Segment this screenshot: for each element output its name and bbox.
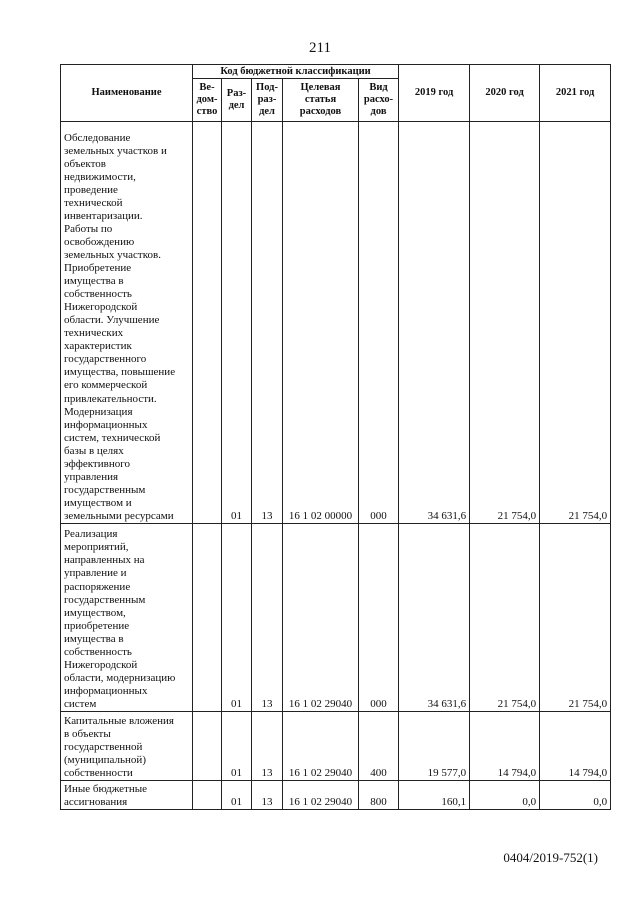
cell-2020: 21 754,0 [470, 524, 540, 712]
cell-razdel: 01 [222, 524, 252, 712]
document-code: 0404/2019-752(1) [503, 850, 598, 865]
cell-razdel: 01 [222, 712, 252, 781]
cell-podrazdel: 13 [252, 524, 283, 712]
cell-vedomstvo [193, 712, 222, 781]
cell-podrazdel: 13 [252, 781, 283, 810]
row-name: Реализация мероприятий, направленных на управление и распоряжение государственным имуществом, приобретение имущества в собственность Нижегородской области, модернизацию информационных систем [61, 524, 193, 712]
header-target-article: Целевая статья расходов [283, 79, 359, 122]
budget-table [60, 64, 611, 810]
header-2021: 2021 год [540, 65, 611, 122]
cell-2019: 34 631,6 [399, 524, 470, 712]
table-row [61, 781, 611, 810]
cell-target-article: 16 1 02 00000 [283, 122, 359, 524]
cell-razdel: 01 [222, 781, 252, 810]
cell-razdel: 01 [222, 122, 252, 524]
cell-podrazdel: 13 [252, 712, 283, 781]
row-name: Иные бюджетные ассигнования [61, 781, 193, 810]
table-row [61, 524, 611, 712]
header-vedomstvo: Ве- дом- ство [193, 79, 222, 122]
cell-2021: 21 754,0 [540, 524, 611, 712]
cell-expense-type: 400 [359, 712, 399, 781]
cell-vedomstvo [193, 122, 222, 524]
cell-2020: 14 794,0 [470, 712, 540, 781]
cell-expense-type: 000 [359, 524, 399, 712]
cell-target-article: 16 1 02 29040 [283, 524, 359, 712]
row-name: Обследование земельных участков и объектов недвижимости, проведение технической инвентаризации. Работы по освобождению земельных участков. Приобретение имущества в собственность Нижегородской области. Улучшение технических характеристик государственного имущества, повышение его коммерческой привлекательности. Модернизация информационных систем, технической базы в целях эффективного управления государственным имуществом и земельными ресурсами [61, 122, 193, 524]
cell-vedomstvo [193, 524, 222, 712]
cell-target-article: 16 1 02 29040 [283, 781, 359, 810]
header-razdel: Раз- дел [222, 79, 252, 122]
cell-2021: 21 754,0 [540, 122, 611, 524]
table-row [61, 122, 611, 524]
header-expense-type: Вид расхо- дов [359, 79, 399, 122]
cell-expense-type: 000 [359, 122, 399, 524]
cell-podrazdel: 13 [252, 122, 283, 524]
cell-2021: 14 794,0 [540, 712, 611, 781]
cell-2019: 160,1 [399, 781, 470, 810]
cell-2019: 19 577,0 [399, 712, 470, 781]
header-name: Наименование [61, 65, 193, 122]
cell-2021: 0,0 [540, 781, 611, 810]
table-row [61, 712, 611, 781]
header-budget-code: Код бюджетной классификации [193, 65, 399, 79]
row-name: Капитальные вложения в объекты государственной (муниципальной) собственности [61, 712, 193, 781]
cell-2020: 21 754,0 [470, 122, 540, 524]
header-2019: 2019 год [399, 65, 470, 122]
page-number: 211 [309, 40, 331, 56]
cell-expense-type: 800 [359, 781, 399, 810]
cell-vedomstvo [193, 781, 222, 810]
cell-2019: 34 631,6 [399, 122, 470, 524]
cell-target-article: 16 1 02 29040 [283, 712, 359, 781]
cell-2020: 0,0 [470, 781, 540, 810]
header-podrazdel: Под- раз- дел [252, 79, 283, 122]
header-2020: 2020 год [470, 65, 540, 122]
